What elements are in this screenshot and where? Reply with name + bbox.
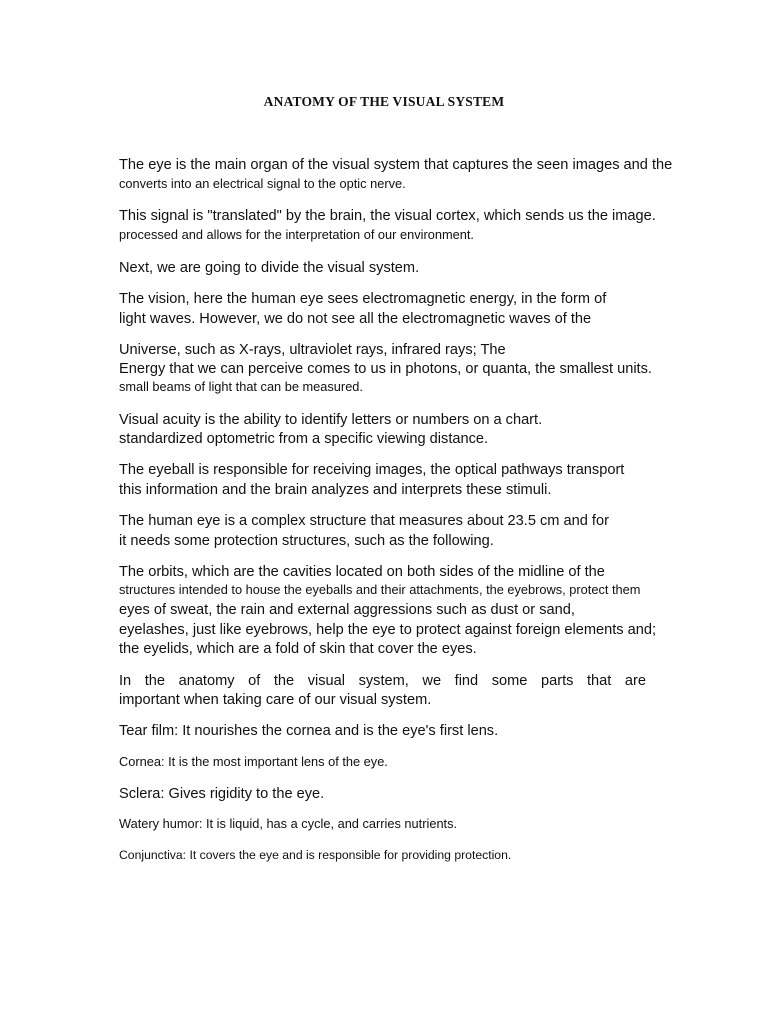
text-line: the eyelids, which are a fold of skin that cover the eyes. <box>119 641 477 657</box>
text-line: eyes of sweat, the rain and external aggressions such as dust or sand, <box>119 602 575 618</box>
text-line: This signal is "translated" by the brain, the visual cortex, which sends us the image. <box>119 208 656 224</box>
text-line: Energy that we can perceive comes to us in photons, or quanta, the smallest units. <box>119 361 652 377</box>
text-line: Next, we are going to divide the visual system. <box>119 260 420 276</box>
text-line: light waves. However, we do not see all the electromagnetic waves of the <box>119 311 592 327</box>
text-line: Watery humor: It is liquid, has a cycle, and carries nutrients. <box>119 816 458 831</box>
text-line: structures intended to house the eyeballs and their attachments, the eyebrows, protect them <box>119 582 641 597</box>
text-line: The orbits, which are the cavities located on both sides of the midline of the <box>119 564 605 580</box>
text-line: Tear film: It nourishes the cornea and is the eye's first lens. <box>119 723 499 739</box>
text-line: Visual acuity is the ability to identify letters or numbers on a chart. <box>119 412 543 428</box>
text-line: Universe, such as X-rays, ultraviolet rays, infrared rays; The <box>119 342 506 358</box>
document-title: ANATOMY OF THE VISUAL SYSTEM <box>263 94 505 109</box>
text-line: standardized optometric from a specific viewing distance. <box>119 431 489 447</box>
text-line: In the anatomy of the visual system, we find some parts that are <box>119 673 646 689</box>
text-line: Sclera: Gives rigidity to the eye. <box>119 786 325 802</box>
text-line: The eye is the main organ of the visual system that captures the seen images and the <box>119 157 673 173</box>
text-line: converts into an electrical signal to the optic nerve. <box>119 176 406 191</box>
text-line: The eyeball is responsible for receiving images, the optical pathways transport <box>119 462 625 478</box>
text-line: Cornea: It is the most important lens of the eye. <box>119 754 388 769</box>
text-line: The vision, here the human eye sees electromagnetic energy, in the form of <box>119 291 607 307</box>
text-line: processed and allows for the interpretation of our environment. <box>119 227 474 242</box>
text-line: small beams of light that can be measured. <box>119 379 363 394</box>
text-line: eyelashes, just like eyebrows, help the eye to protect against foreign elements and; <box>119 622 657 638</box>
text-line: it needs some protection structures, such as the following. <box>119 533 494 549</box>
text-line: The human eye is a complex structure that measures about 23.5 cm and for <box>119 513 609 529</box>
text-line: Conjunctiva: It covers the eye and is responsible for providing protection. <box>119 848 512 862</box>
text-line: important when taking care of our visual system. <box>119 692 432 708</box>
text-line: this information and the brain analyzes and interprets these stimuli. <box>119 482 552 498</box>
